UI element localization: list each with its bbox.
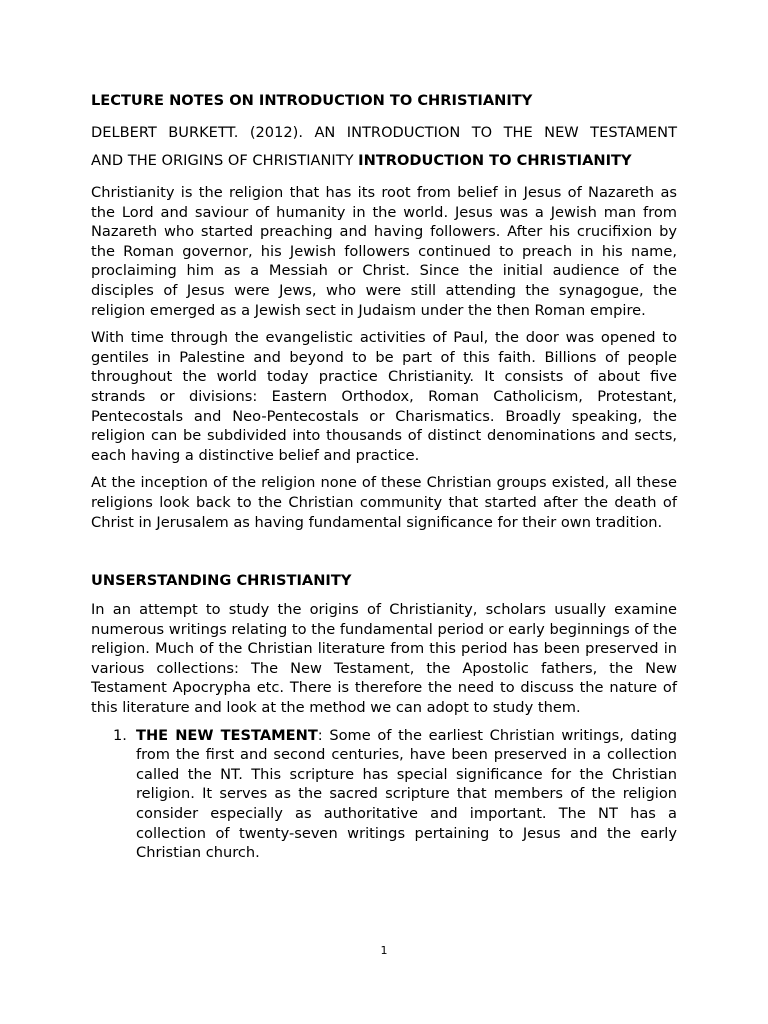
- list-item: [91, 726, 677, 863]
- section-spacer: [91, 540, 677, 570]
- citation-normal-text: AND THE ORIGINS OF CHRISTIANITY: [91, 152, 359, 169]
- paragraph-inception: At the inception of the religion none of these Christian groups existed, all these religions look back to the Christian community that started after the death of Christ in Jerusalem as having fundamental significance for their own tradition.: [91, 474, 677, 531]
- document-title: LECTURE NOTES ON INTRODUCTION TO CHRISTIANITY: [91, 92, 533, 109]
- section-heading: UNSERSTANDING CHRISTIANITY: [91, 572, 352, 590]
- citation-bold-text: INTRODUCTION TO CHRISTIANITY: [358, 152, 632, 169]
- list-item-term: THE NEW TESTAMENT: [136, 726, 318, 744]
- citation-line-2: [91, 147, 677, 175]
- paragraph-evangelism: With time through the evangelistic activities of Paul, the door was opened to gentiles in Palestine and beyond to be part of this faith. Billions of people throughout the world today practice Christianity. It consists of about five strands or divisions: Eastern Orthodox, Roman Catholicism, Protestant, Pentecostals and Neo-Pentecostals or Charismatics. Broadly speaking, the religion can be subdivided into thousands of distinct denominations and sects, each having a distinctive belief and practice.: [91, 329, 677, 464]
- list-item-number: 1.: [113, 726, 127, 744]
- paragraph-intro: Christianity is the religion that has its root from belief in Jesus of Nazareth as the Lord and saviour of humanity in the world. Jesus was a Jewish man from Nazareth who started preaching and having followers. After his crucifixion by the Roman governor, his Jewish followers continued to preach in his name, proclaiming him as a Messiah or Christ. Since the initial audience of the disciples of Jesus were Jews, who were still attending the synagogue, the religion emerged as a Jewish sect in Judaism under the then Roman empire.: [91, 184, 677, 319]
- citation-line-1: DELBERT BURKETT. (2012). AN INTRODUCTION TO THE NEW TESTAMENT: [91, 124, 677, 141]
- list-item-text: : Some of the earliest Christian writings, dating from the first and second centuries, have been preserved in a collection called the NT. This scripture has special significance for the Christian religion. It serves as the sacred scripture that members of the religion consider especially as authoritative and important. The NT has a collection of twenty-seven writings pertaining to Jesus and the early Christian church.: [136, 726, 677, 862]
- section-paragraph: In an attempt to study the origins of Christianity, scholars usually examine numerous writings relating to the fundamental period or early beginnings of the religion. Much of the Christian literature from this period has been preserved in various collections: The New Testament, the Apostolic fathers, the New Testament Apocrypha etc. There is therefore the need to discuss the nature of this literature and look at the method we can adopt to study them.: [91, 601, 677, 717]
- document-page: [91, 90, 677, 863]
- page-number: 1: [380, 944, 388, 957]
